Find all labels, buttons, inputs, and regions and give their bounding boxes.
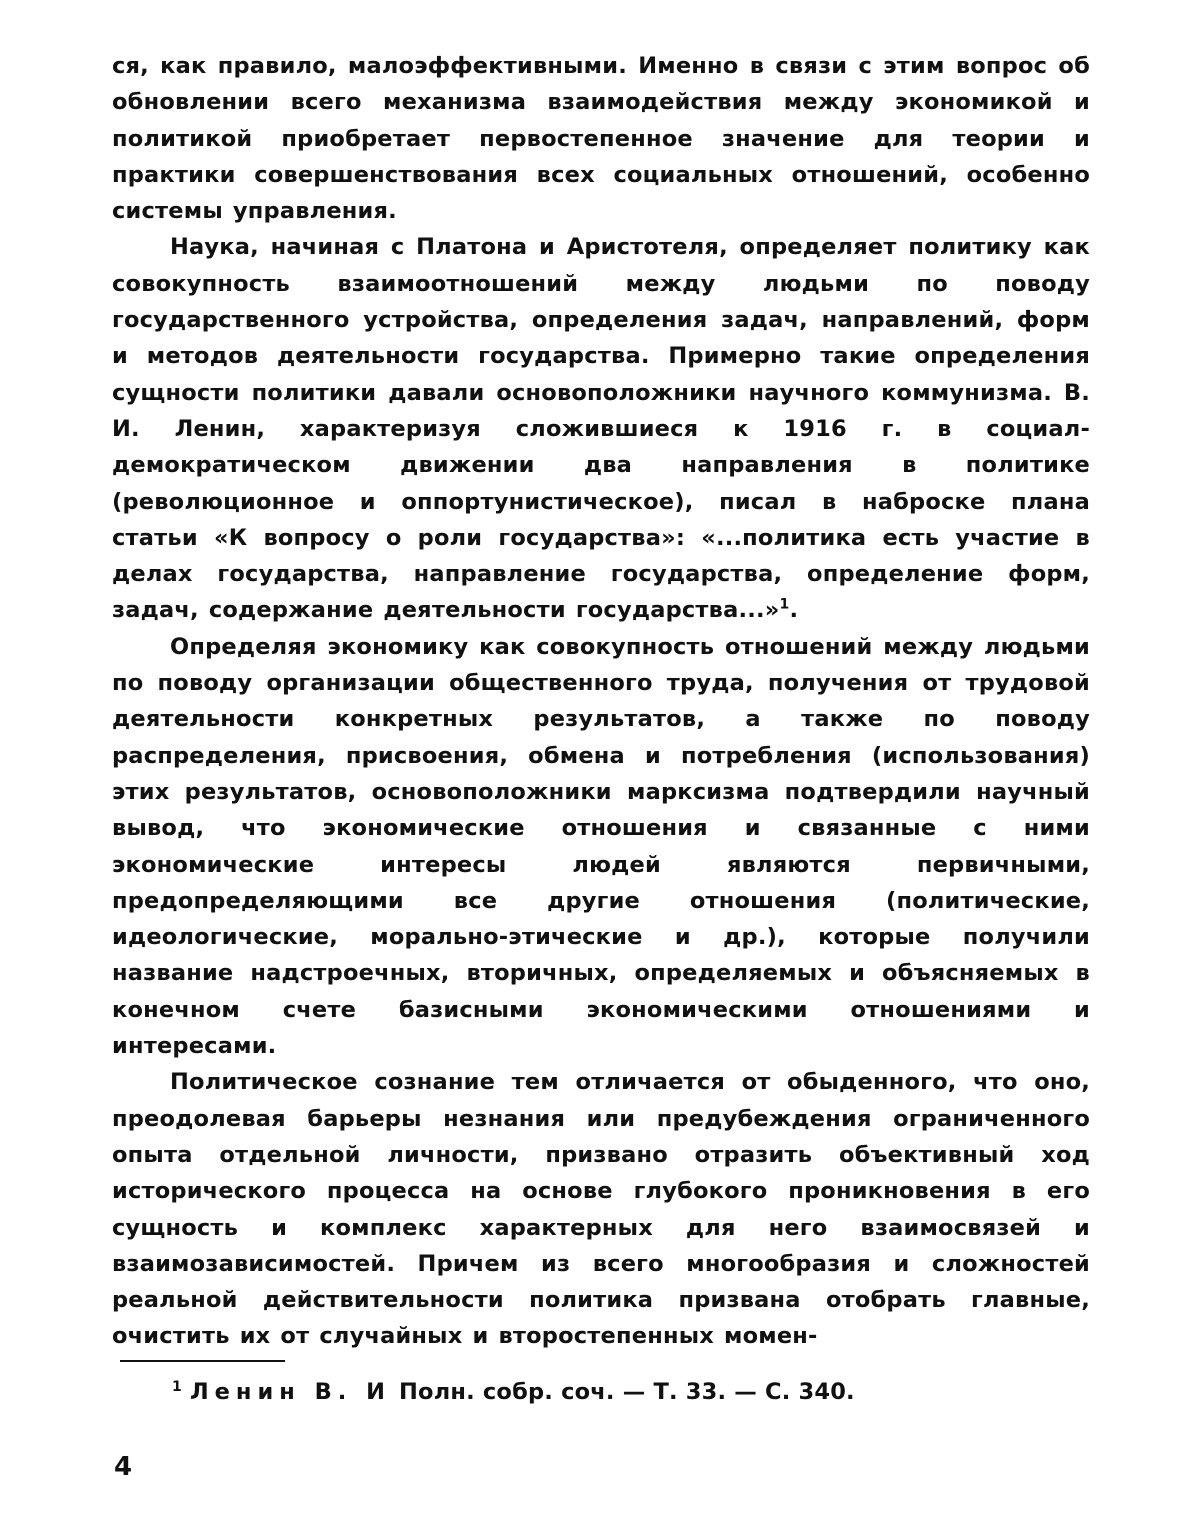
footnote-author: Ленин В. И: [189, 1379, 391, 1405]
footnote: [172, 1377, 1072, 1407]
paragraph-4: Политическое сознание тем отличается от обыденного, что оно, преодолевая барьеры незнания или предубеждения ограниченного опыта отдельной личности, призвано отразить объективный ход исторического процесса на основе глубокого проникновения в его сущность и комплекс характерных для него взаимосвязей и взаимозависимостей. Причем из всего многообразия и сложностей реальной действительности политика призвана отобрать главные, очистить их от случайных и второстепенных момен-: [112, 1069, 1090, 1350]
paragraph-3: Определяя экономику как совокупность отношений между людьми по поводу организации общественного труда, получения от трудовой деятельности конкретных результатов, а также по поводу распределения, присвоения, обмена и потребления (использования) этих результатов, основоположники марксизма подтвердили научный вывод, что экономические отношения и связанные с ними экономические интересы людей являются первичными, предопределяющими все другие отношения (политические, идеологические, морально-этические и др.), которые получили название надстроечных, вторичных, определяемых и объясняемых в конечном счете базисными экономическими отношениями и интересами.: [112, 633, 1090, 1060]
footnote-mark: 1: [172, 1378, 182, 1395]
page-number: 4: [114, 1452, 133, 1482]
paragraph-1: ся, как правило, малоэффективными. Именно в связи с этим вопрос об обновлении всего механизма взаимодействия между экономикой и политикой приобретает первостепенное значение для теории и практики совершенствования всех социальных отношений, особенно системы управления.: [112, 53, 1090, 225]
paragraph-2: Наука, начиная с Платона и Аристотеля, определяет политику как совокупность взаимоотношений между людьми по поводу государственного устройства, определения задач, направлений, форм и методов деятельности государства. Примерно такие определения сущности политики давали основоположники научного коммунизма. В. И. Ленин, характеризуя сложившиеся к 1916 г. в социал-демократическом движении два направления в политике (революционное и оппортунистическое), писал в наброске плана статьи «К вопросу о роли государства»: «...политика есть участие в делах государства, направление государства, определение форм, задач, содержание деятельности государства...»$^1$.: [112, 234, 1090, 624]
paragraph-2-text: Наука, начиная с Платона и Аристотеля, определяет политику как совокупность взаимоотношений между людьми по поводу государственного устройства, определения задач, направлений, форм и методов деятельности государства. Примерно такие определения сущности политики давали основоположники научного коммунизма. В. И. Ленин, характеризуя сложившиеся к 1916 г. в социал-демократическом движении два направления в политике (революционное и оппортунистическое), писал в наброске плана статьи «К вопросу о роли государства»: «...политика есть участие в делах государства, направление государства, определение форм, задач, содержание деятельности государства...»: [112, 234, 1090, 624]
footnote-text: Полн. собр. соч. — Т. 33. — С. 340.: [399, 1379, 855, 1405]
page-body: [112, 48, 1090, 1355]
footnote-divider: [120, 1360, 285, 1362]
footnote-reference[interactable]: 1: [779, 596, 790, 613]
